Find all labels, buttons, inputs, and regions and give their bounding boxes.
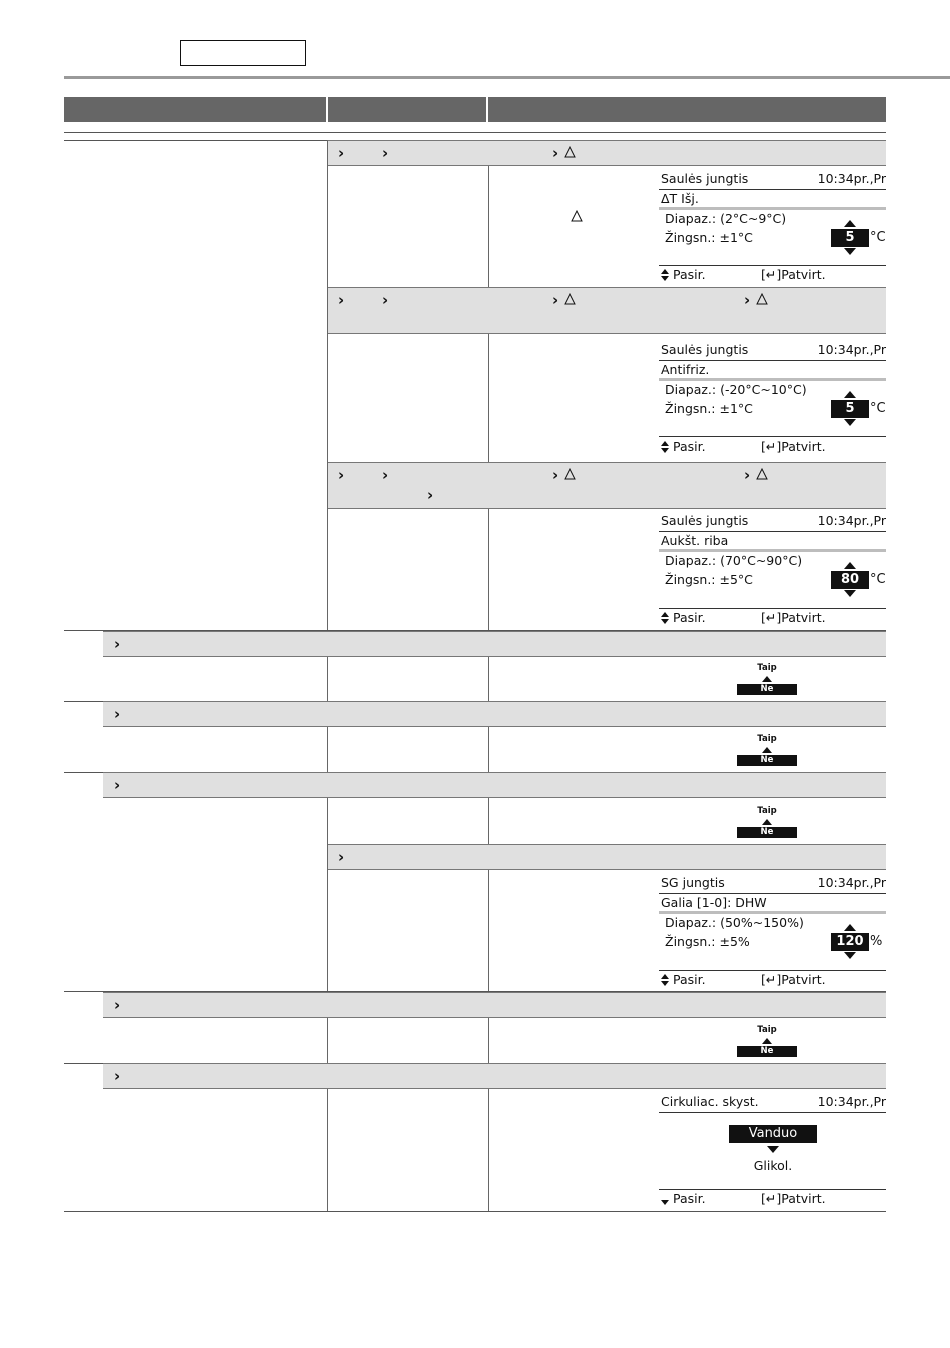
lcd-time: 10:34pr.,Pr	[817, 513, 886, 528]
chevron-right-icon: ›	[744, 466, 751, 484]
lcd-time: 10:34pr.,Pr	[817, 171, 886, 186]
chevron-right-icon: ›	[382, 144, 389, 162]
arrow-down-icon[interactable]	[843, 952, 857, 960]
lcd-unit: °C	[870, 401, 886, 416]
lcd-time: 10:34pr.,Pr	[817, 875, 886, 890]
lcd-footer	[661, 439, 886, 454]
yes-option[interactable]: Taip	[757, 663, 777, 673]
select-label: Pasir.	[672, 267, 706, 282]
table-header-col3	[488, 97, 886, 122]
lcd-step: Žingsn.: ±1°C	[665, 401, 753, 416]
lcd-title: Saulės jungtis	[661, 513, 749, 528]
arrow-down-icon[interactable]	[843, 419, 857, 427]
lcd-time: 10:34pr.,Pr	[817, 1094, 886, 1109]
chevron-right-icon: ›	[338, 144, 345, 162]
menu-path-row	[328, 287, 886, 334]
lcd-step: Žingsn.: ±5%	[665, 934, 750, 949]
chevron-right-icon: ›	[382, 466, 389, 484]
table-header-col2	[328, 97, 486, 122]
lcd-subtitle: Aukšt. riba	[661, 533, 729, 548]
chevron-right-icon: ›	[382, 291, 389, 309]
select-label: Pasir.	[672, 1191, 706, 1206]
value-box[interactable]: 5	[831, 229, 869, 247]
menu-path-row	[103, 772, 886, 798]
lcd-panel-solar-high	[659, 512, 886, 627]
lcd-footer	[661, 267, 886, 282]
delta-icon	[564, 293, 576, 305]
lcd-subtitle: Galia [1-0]: DHW	[661, 895, 767, 910]
confirm-label: [↵]Patvirt.	[761, 267, 826, 282]
chevron-right-icon: ›	[114, 705, 121, 723]
lcd-step: Žingsn.: ±1°C	[665, 230, 753, 245]
value-box[interactable]: 80	[831, 571, 869, 589]
chevron-right-icon: ›	[744, 291, 751, 309]
arrow-up-icon[interactable]	[843, 924, 857, 932]
lcd-subtitle: ΔT Išj.	[661, 191, 699, 206]
lcd-footer	[661, 972, 886, 987]
select-label: Pasir.	[672, 610, 706, 625]
confirm-label: [↵]Patvirt.	[761, 972, 826, 987]
select-label: Pasir.	[672, 972, 706, 987]
chevron-right-icon: ›	[114, 776, 121, 794]
lcd-unit: °C	[870, 572, 886, 587]
confirm-label: [↵]Patvirt.	[761, 1191, 826, 1206]
lcd-range: Diapaz.: (2°C~9°C)	[665, 211, 787, 226]
lcd-range: Diapaz.: (70°C~90°C)	[665, 553, 803, 568]
delta-icon	[571, 210, 583, 222]
lcd-panel-solar-dt	[659, 170, 886, 285]
yes-option[interactable]: Taip	[757, 806, 777, 816]
arrow-down-icon[interactable]	[767, 1146, 779, 1153]
yes-option[interactable]: Taip	[757, 734, 777, 744]
chevron-right-icon: ›	[552, 466, 559, 484]
chevron-right-icon: ›	[427, 486, 434, 504]
menu-path-row	[103, 1063, 886, 1089]
up-down-arrow-icon	[661, 441, 669, 453]
fluid-option[interactable]: Glikol.	[753, 1158, 793, 1173]
chevron-right-icon: ›	[552, 144, 559, 162]
lcd-range: Diapaz.: (-20°C~10°C)	[665, 382, 807, 397]
arrow-down-icon[interactable]	[843, 248, 857, 256]
lcd-step: Žingsn.: ±5°C	[665, 572, 753, 587]
fluid-option-selected[interactable]: Vanduo	[729, 1125, 817, 1143]
chevron-right-icon: ›	[338, 291, 345, 309]
value-box[interactable]: 120	[831, 933, 869, 951]
arrow-up-icon	[762, 676, 772, 682]
no-option-selected[interactable]: Ne	[737, 755, 797, 766]
select-label: Pasir.	[672, 439, 706, 454]
chevron-right-icon: ›	[552, 291, 559, 309]
lcd-time: 10:34pr.,Pr	[817, 342, 886, 357]
section-label-box	[180, 40, 306, 66]
lcd-panel-fluid	[659, 1093, 886, 1208]
value-box[interactable]: 5	[831, 400, 869, 418]
down-arrow-icon	[661, 1193, 669, 1205]
table-header-col1	[64, 97, 326, 122]
menu-path-row	[328, 844, 886, 870]
no-option-selected[interactable]: Ne	[737, 827, 797, 838]
lcd-panel-sg	[659, 874, 886, 989]
lcd-range: Diapaz.: (50%~150%)	[665, 915, 804, 930]
confirm-label: [↵]Patvirt.	[761, 439, 826, 454]
chevron-right-icon: ›	[338, 848, 345, 866]
delta-icon	[756, 468, 768, 480]
lcd-footer	[661, 1191, 886, 1206]
chevron-right-icon: ›	[114, 1067, 121, 1085]
header-rule	[64, 76, 950, 79]
lcd-title: Saulės jungtis	[661, 171, 749, 186]
arrow-up-icon[interactable]	[843, 220, 857, 228]
menu-path-row	[103, 701, 886, 727]
delta-icon	[756, 293, 768, 305]
delta-icon	[564, 468, 576, 480]
lcd-title: Saulės jungtis	[661, 342, 749, 357]
no-option-selected[interactable]: Ne	[737, 1046, 797, 1057]
lcd-unit: °C	[870, 230, 886, 245]
arrow-up-icon	[762, 819, 772, 825]
chevron-right-icon: ›	[114, 635, 121, 653]
arrow-up-icon[interactable]	[843, 391, 857, 399]
up-down-arrow-icon	[661, 974, 669, 986]
chevron-right-icon: ›	[338, 466, 345, 484]
menu-path-row	[103, 631, 886, 657]
arrow-up-icon	[762, 747, 772, 753]
lcd-unit: %	[870, 934, 883, 949]
chevron-right-icon: ›	[114, 996, 121, 1014]
lcd-footer	[661, 610, 886, 625]
arrow-up-icon[interactable]	[843, 562, 857, 570]
lcd-subtitle: Antifriz.	[661, 362, 710, 377]
menu-path-row	[328, 462, 886, 509]
lcd-title: Cirkuliac. skyst.	[661, 1094, 759, 1109]
up-down-arrow-icon	[661, 612, 669, 624]
confirm-label: [↵]Patvirt.	[761, 610, 826, 625]
lcd-title: SG jungtis	[661, 875, 725, 890]
menu-path-row	[328, 140, 886, 166]
up-down-arrow-icon	[661, 269, 669, 281]
delta-icon	[564, 146, 576, 158]
lcd-panel-solar-antifreeze	[659, 341, 886, 456]
no-option-selected[interactable]: Ne	[737, 684, 797, 695]
yes-option[interactable]: Taip	[757, 1025, 777, 1035]
menu-path-row	[103, 992, 886, 1018]
arrow-up-icon	[762, 1038, 772, 1044]
arrow-down-icon[interactable]	[843, 590, 857, 598]
